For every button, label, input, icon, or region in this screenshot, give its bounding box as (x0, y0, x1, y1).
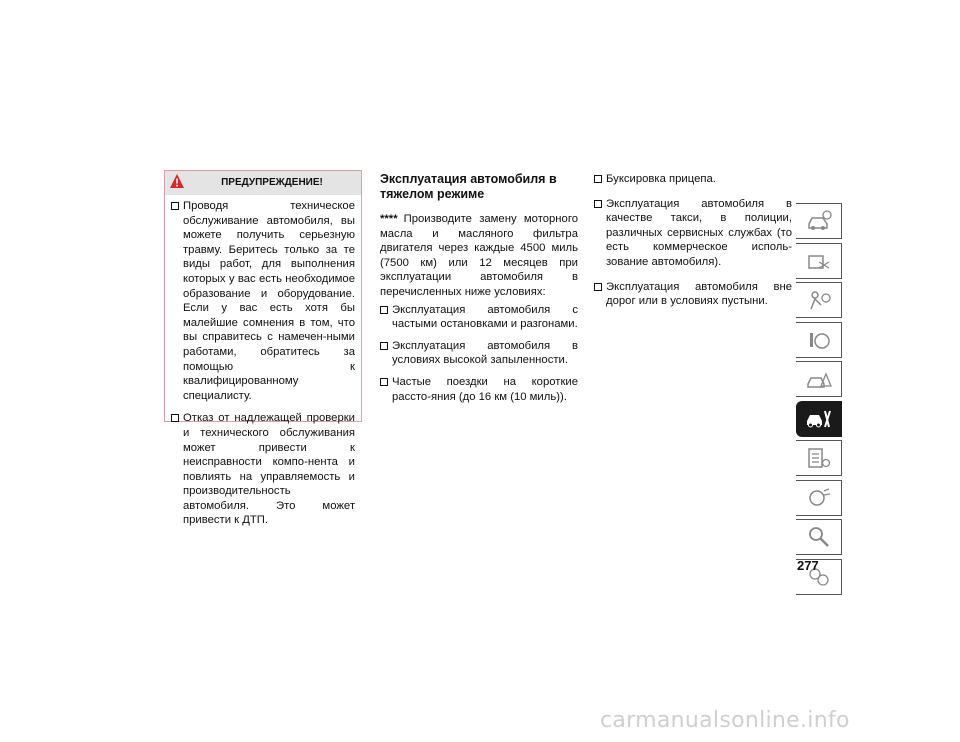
car-info-icon (805, 208, 833, 234)
warning-box (164, 170, 362, 527)
nav-tab-dashboard[interactable] (796, 243, 842, 279)
warning-item: Отказ от надлежащей проверки и технического обслуживания может привести к неисправности компо-нента и повлиять на управляемость и производительность автомобиля. Это может привести к ДТП. (171, 411, 355, 528)
intro-paragraph (380, 212, 578, 300)
stars-marker: **** (380, 213, 398, 225)
column-right (594, 172, 792, 319)
starting-driving-icon (805, 327, 833, 353)
multimedia-icon (805, 485, 833, 511)
condition-item: Эксплуатация автомобиля в качестве такси, в полиции, различных сервисных службах (то есть коммерческое исполь-зование автомобиля). (594, 197, 792, 270)
condition-item: Эксплуатация автомобиля вне дорог или в условиях пустыни. (594, 280, 792, 309)
column-middle (380, 172, 578, 411)
conditions-list (380, 303, 578, 405)
conditions-list-continued (594, 172, 792, 309)
emergency-icon (805, 366, 833, 392)
warning-title: ПРЕДУПРЕЖДЕНИЕ! (221, 177, 323, 188)
chapter-nav (796, 203, 842, 598)
warning-list (165, 195, 361, 528)
warning-item: Проводя техническое обслуживание автомобиля, вы можете получить серьезную травму. Беритесь только за те виды работ, для выполнения которых у вас есть необходимое образование и оборудование. Если у вас есть хотя бы малейшие сомнения в том, что вы справитесь с намечен-ными работами, обратитесь за помощью к квалифицированному специалисту. (171, 199, 355, 403)
magnifier-icon (805, 524, 833, 550)
nav-tab-car-info[interactable] (796, 203, 842, 239)
page-number: 277 (797, 558, 819, 573)
condition-item: Эксплуатация автомобиля с частыми остановками и разгонами. (380, 303, 578, 332)
nav-tab-servicing[interactable] (796, 401, 842, 437)
nav-tab-technical-specs[interactable] (796, 440, 842, 476)
nav-tab-index[interactable] (796, 519, 842, 555)
dashboard-icon (805, 248, 833, 274)
nav-tab-starting-driving[interactable] (796, 322, 842, 358)
watermark-text: carmanualsonline.info (600, 708, 850, 733)
condition-item: Эксплуатация автомобиля в условиях высокой запыленности. (380, 339, 578, 368)
servicing-icon (805, 406, 833, 432)
nav-tab-safety[interactable] (796, 282, 842, 318)
warning-header (165, 171, 361, 195)
condition-item: Буксировка прицепа. (594, 172, 792, 187)
safety-icon (805, 287, 833, 313)
warning-triangle-icon (169, 173, 185, 189)
condition-item: Частые поездки на короткие рассто-яния (до 16 км (10 миль)). (380, 375, 578, 404)
technical-specs-icon (805, 445, 833, 471)
section-title: Эксплуатация автомобиля в тяжелом режиме (380, 172, 557, 201)
nav-tab-emergency[interactable] (796, 361, 842, 397)
nav-tab-multimedia[interactable] (796, 480, 842, 516)
intro-text: Производите замену моторного масла и масляного фильтра двигателя через каждые 4500 миль (7500 км) или 12 месяцев при эксплуатации автомобиля в перечисленных ниже условиях: (380, 213, 578, 298)
